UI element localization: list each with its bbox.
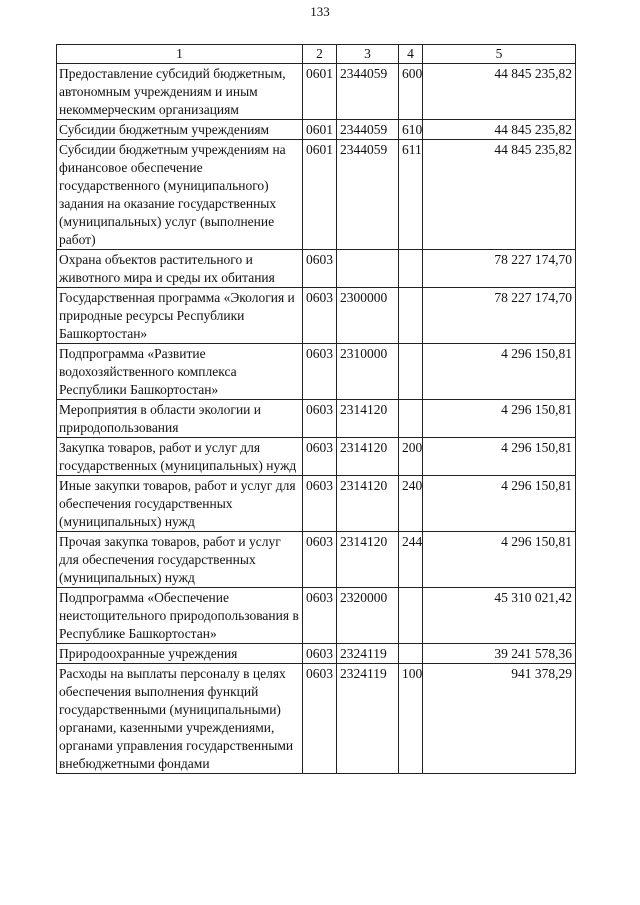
row-name: Подпрограмма «Обеспечение неистощительного природопользования в Республике Башкортостан» bbox=[57, 588, 303, 644]
table-row bbox=[57, 400, 576, 438]
row-sum: 4 296 150,81 bbox=[423, 532, 576, 588]
header-cell-section: 2 bbox=[303, 45, 337, 64]
row-type: 100 bbox=[399, 664, 423, 774]
row-type: 611 bbox=[399, 140, 423, 250]
header-cell-type: 4 bbox=[399, 45, 423, 64]
row-type bbox=[399, 344, 423, 400]
row-target: 2310000 bbox=[337, 344, 399, 400]
row-type bbox=[399, 250, 423, 288]
row-target: 2344059 bbox=[337, 120, 399, 140]
row-section: 0601 bbox=[303, 120, 337, 140]
row-type bbox=[399, 288, 423, 344]
row-target: 2314120 bbox=[337, 532, 399, 588]
page-number: 133 bbox=[310, 4, 330, 19]
row-section: 0603 bbox=[303, 588, 337, 644]
table-row bbox=[57, 588, 576, 644]
row-type: 200 bbox=[399, 438, 423, 476]
row-sum: 78 227 174,70 bbox=[423, 288, 576, 344]
row-sum: 44 845 235,82 bbox=[423, 64, 576, 120]
table-row bbox=[57, 140, 576, 250]
header-cell-target: 3 bbox=[337, 45, 399, 64]
row-target: 2324119 bbox=[337, 664, 399, 774]
row-target: 2320000 bbox=[337, 588, 399, 644]
row-target: 2344059 bbox=[337, 140, 399, 250]
row-section: 0603 bbox=[303, 250, 337, 288]
row-section: 0603 bbox=[303, 644, 337, 664]
row-name: Предоставление субсидий бюджетным, автономным учреждениям и иным некоммерческим организациям bbox=[57, 64, 303, 120]
row-sum: 4 296 150,81 bbox=[423, 344, 576, 400]
row-section: 0603 bbox=[303, 438, 337, 476]
header-cell-name: 1 bbox=[57, 45, 303, 64]
row-section: 0603 bbox=[303, 532, 337, 588]
table-row bbox=[57, 250, 576, 288]
row-name: Расходы на выплаты персоналу в целях обеспечения выполнения функций государственными (муниципальными) органами, казенными учреждениями, органами управления государственными внебюджетными фондами bbox=[57, 664, 303, 774]
table-row bbox=[57, 644, 576, 664]
table-row bbox=[57, 532, 576, 588]
row-type: 240 bbox=[399, 476, 423, 532]
table-row bbox=[57, 344, 576, 400]
row-name: Субсидии бюджетным учреждениям bbox=[57, 120, 303, 140]
row-sum: 78 227 174,70 bbox=[423, 250, 576, 288]
table-row bbox=[57, 64, 576, 120]
row-type: 600 bbox=[399, 64, 423, 120]
row-name: Охрана объектов растительного и животного мира и среды их обитания bbox=[57, 250, 303, 288]
row-name: Природоохранные учреждения bbox=[57, 644, 303, 664]
row-section: 0603 bbox=[303, 400, 337, 438]
row-target: 2324119 bbox=[337, 644, 399, 664]
row-name: Подпрограмма «Развитие водохозяйственного комплекса Республики Башкортостан» bbox=[57, 344, 303, 400]
row-name: Мероприятия в области экологии и природопользования bbox=[57, 400, 303, 438]
row-name: Закупка товаров, работ и услуг для государственных (муниципальных) нужд bbox=[57, 438, 303, 476]
table-row bbox=[57, 476, 576, 532]
table-row bbox=[57, 288, 576, 344]
table-header-row bbox=[57, 45, 576, 64]
row-sum: 4 296 150,81 bbox=[423, 476, 576, 532]
row-name: Субсидии бюджетным учреждениям на финансовое обеспечение государственного (муниципального) задания на оказание государственных (муниципальных) услуг (выполнение работ) bbox=[57, 140, 303, 250]
row-sum: 44 845 235,82 bbox=[423, 120, 576, 140]
row-section: 0603 bbox=[303, 288, 337, 344]
row-type: 244 bbox=[399, 532, 423, 588]
row-name: Иные закупки товаров, работ и услуг для обеспечения государственных (муниципальных) нужд bbox=[57, 476, 303, 532]
table-row bbox=[57, 120, 576, 140]
row-section: 0601 bbox=[303, 64, 337, 120]
row-type: 610 bbox=[399, 120, 423, 140]
row-target: 2314120 bbox=[337, 438, 399, 476]
row-target: 2344059 bbox=[337, 64, 399, 120]
header-cell-sum: 5 bbox=[423, 45, 576, 64]
row-sum: 4 296 150,81 bbox=[423, 438, 576, 476]
row-sum: 44 845 235,82 bbox=[423, 140, 576, 250]
table-row bbox=[57, 438, 576, 476]
row-target: 2314120 bbox=[337, 400, 399, 438]
row-target: 2300000 bbox=[337, 288, 399, 344]
row-type bbox=[399, 644, 423, 664]
row-sum: 39 241 578,36 bbox=[423, 644, 576, 664]
budget-table bbox=[56, 44, 576, 774]
row-section: 0603 bbox=[303, 344, 337, 400]
row-section: 0601 bbox=[303, 140, 337, 250]
row-sum: 941 378,29 bbox=[423, 664, 576, 774]
row-type bbox=[399, 588, 423, 644]
row-name: Государственная программа «Экология и природные ресурсы Республики Башкортостан» bbox=[57, 288, 303, 344]
row-type bbox=[399, 400, 423, 438]
row-section: 0603 bbox=[303, 664, 337, 774]
row-sum: 4 296 150,81 bbox=[423, 400, 576, 438]
row-name: Прочая закупка товаров, работ и услуг для обеспечения государственных (муниципальных) нужд bbox=[57, 532, 303, 588]
row-section: 0603 bbox=[303, 476, 337, 532]
table-row bbox=[57, 664, 576, 774]
row-sum: 45 310 021,42 bbox=[423, 588, 576, 644]
row-target bbox=[337, 250, 399, 288]
row-target: 2314120 bbox=[337, 476, 399, 532]
